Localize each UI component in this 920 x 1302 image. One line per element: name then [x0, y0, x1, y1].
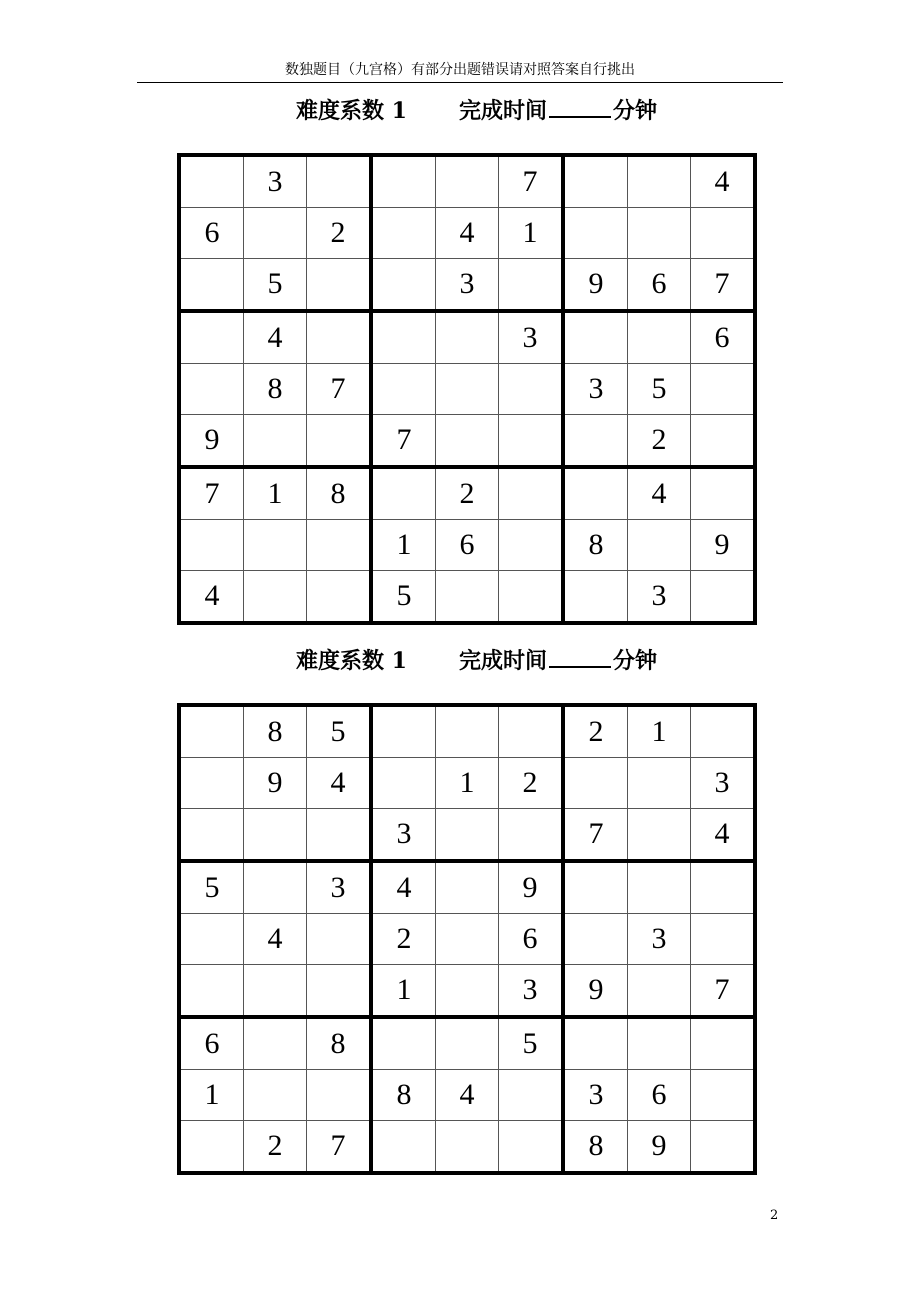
grid-cell [628, 965, 691, 1018]
grid-cell [436, 571, 499, 624]
grid-cell [179, 259, 244, 312]
grid-cell: 7 [499, 155, 564, 208]
grid-cell [179, 364, 244, 415]
grid-cell [628, 155, 691, 208]
grid-cell: 4 [628, 467, 691, 520]
grid-cell: 9 [499, 861, 564, 914]
grid-cell [371, 208, 436, 259]
puzzle-1-title [296, 94, 657, 126]
grid-cell [307, 259, 372, 312]
grid-cell [436, 809, 499, 862]
grid-row [179, 208, 755, 259]
grid-cell [499, 1070, 564, 1121]
grid-row [179, 1017, 755, 1070]
grid-cell: 7 [691, 965, 756, 1018]
grid-cell: 8 [563, 520, 628, 571]
grid-cell [371, 1017, 436, 1070]
grid-cell [563, 155, 628, 208]
grid-cell: 2 [371, 914, 436, 965]
grid-cell [499, 259, 564, 312]
grid-cell: 8 [563, 1121, 628, 1174]
grid-cell [563, 571, 628, 624]
grid-cell [307, 914, 372, 965]
grid-row [179, 965, 755, 1018]
grid-cell [371, 467, 436, 520]
grid-row [179, 311, 755, 364]
grid-cell [179, 758, 244, 809]
page-number: 2 [770, 1208, 779, 1223]
grid-cell: 3 [563, 364, 628, 415]
grid-cell: 1 [436, 758, 499, 809]
grid-cell [307, 965, 372, 1018]
grid-cell: 6 [628, 1070, 691, 1121]
grid-row [179, 758, 755, 809]
grid-cell [179, 155, 244, 208]
grid-cell: 4 [244, 311, 307, 364]
grid-row [179, 705, 755, 758]
grid-row [179, 415, 755, 468]
grid-cell [691, 1070, 756, 1121]
grid-cell: 8 [307, 1017, 372, 1070]
grid-cell [307, 571, 372, 624]
grid-cell [563, 861, 628, 914]
grid-cell [179, 1121, 244, 1174]
grid-cell: 2 [244, 1121, 307, 1174]
grid-cell: 4 [436, 1070, 499, 1121]
grid-cell: 3 [307, 861, 372, 914]
grid-cell [436, 705, 499, 758]
grid-cell [371, 705, 436, 758]
grid-cell: 7 [371, 415, 436, 468]
grid-cell [563, 914, 628, 965]
grid-cell: 5 [307, 705, 372, 758]
grid-cell [628, 1017, 691, 1070]
grid-cell [307, 415, 372, 468]
grid-cell: 9 [563, 965, 628, 1018]
grid-cell [244, 965, 307, 1018]
grid-cell [436, 311, 499, 364]
grid-cell [499, 467, 564, 520]
grid-cell: 6 [436, 520, 499, 571]
grid-cell [563, 208, 628, 259]
grid-cell [436, 1017, 499, 1070]
grid-cell [563, 1017, 628, 1070]
grid-cell: 3 [628, 914, 691, 965]
grid-cell: 9 [563, 259, 628, 312]
grid-cell: 6 [691, 311, 756, 364]
grid-cell: 2 [499, 758, 564, 809]
grid-cell: 4 [436, 208, 499, 259]
grid-cell: 8 [307, 467, 372, 520]
puzzle-1-time-unit: 分钟 [612, 98, 657, 124]
grid-cell [436, 155, 499, 208]
grid-cell [371, 364, 436, 415]
grid-cell: 1 [244, 467, 307, 520]
grid-cell [244, 415, 307, 468]
grid-cell [628, 861, 691, 914]
grid-cell: 8 [244, 364, 307, 415]
grid-cell: 4 [307, 758, 372, 809]
grid-cell [244, 520, 307, 571]
grid-cell [436, 364, 499, 415]
grid-cell [628, 311, 691, 364]
grid-cell: 7 [563, 809, 628, 862]
grid-cell: 4 [244, 914, 307, 965]
grid-cell [691, 1121, 756, 1174]
grid-cell: 9 [179, 415, 244, 468]
grid-cell [563, 758, 628, 809]
grid-row [179, 259, 755, 312]
grid-cell [307, 155, 372, 208]
grid-cell: 1 [371, 965, 436, 1018]
grid-row [179, 467, 755, 520]
grid-cell [436, 914, 499, 965]
grid-cell [244, 861, 307, 914]
grid-cell [563, 467, 628, 520]
grid-cell [499, 1121, 564, 1174]
grid-cell: 3 [628, 571, 691, 624]
grid-cell: 3 [691, 758, 756, 809]
puzzle-2-time-label: 完成时间 [458, 648, 547, 674]
grid-cell [499, 415, 564, 468]
grid-row [179, 809, 755, 862]
puzzle-2-time-blank [549, 644, 611, 668]
grid-cell [499, 520, 564, 571]
grid-cell: 2 [307, 208, 372, 259]
grid-cell [371, 1121, 436, 1174]
grid-cell: 4 [691, 809, 756, 862]
grid-cell: 5 [179, 861, 244, 914]
puzzle-1-time-blank [549, 94, 611, 118]
grid-cell [563, 311, 628, 364]
grid-cell: 6 [179, 1017, 244, 1070]
grid-row [179, 914, 755, 965]
grid-cell: 3 [499, 311, 564, 364]
puzzle-2-time-unit: 分钟 [612, 648, 657, 674]
grid-cell: 5 [499, 1017, 564, 1070]
grid-cell [307, 1070, 372, 1121]
grid-cell: 3 [244, 155, 307, 208]
grid-cell: 4 [691, 155, 756, 208]
grid-cell: 2 [563, 705, 628, 758]
grid-cell [179, 311, 244, 364]
grid-cell: 7 [179, 467, 244, 520]
grid-cell [628, 758, 691, 809]
grid-cell [436, 861, 499, 914]
grid-cell: 8 [371, 1070, 436, 1121]
grid-cell: 8 [244, 705, 307, 758]
grid-cell [691, 861, 756, 914]
header-rule [137, 82, 783, 83]
grid-cell: 9 [628, 1121, 691, 1174]
grid-cell: 9 [691, 520, 756, 571]
grid-row [179, 1070, 755, 1121]
grid-cell [436, 965, 499, 1018]
grid-cell: 1 [371, 520, 436, 571]
grid-cell [179, 914, 244, 965]
puzzle-1-time-label: 完成时间 [458, 98, 547, 124]
grid-cell [436, 415, 499, 468]
grid-cell [563, 415, 628, 468]
grid-cell: 7 [307, 1121, 372, 1174]
grid-cell [371, 311, 436, 364]
grid-cell [371, 758, 436, 809]
grid-cell [499, 809, 564, 862]
grid-cell [691, 1017, 756, 1070]
grid-cell [499, 571, 564, 624]
grid-cell [691, 571, 756, 624]
grid-cell [307, 809, 372, 862]
grid-cell [179, 705, 244, 758]
grid-cell: 4 [179, 571, 244, 624]
grid-cell [499, 364, 564, 415]
grid-cell [691, 415, 756, 468]
grid-cell: 5 [628, 364, 691, 415]
grid-cell [628, 520, 691, 571]
grid-cell [307, 311, 372, 364]
sudoku-grid-1 [177, 153, 757, 625]
grid-cell: 2 [436, 467, 499, 520]
grid-cell [691, 208, 756, 259]
grid-cell: 3 [436, 259, 499, 312]
grid-cell: 6 [499, 914, 564, 965]
grid-cell [179, 809, 244, 862]
grid-cell: 5 [244, 259, 307, 312]
grid-cell [244, 809, 307, 862]
grid-cell: 3 [499, 965, 564, 1018]
grid-cell [244, 1070, 307, 1121]
grid-cell [691, 914, 756, 965]
grid-cell: 6 [179, 208, 244, 259]
grid-cell: 7 [691, 259, 756, 312]
grid-cell: 3 [371, 809, 436, 862]
puzzle-2-title [296, 644, 657, 676]
grid-row [179, 571, 755, 624]
grid-cell [436, 1121, 499, 1174]
grid-cell: 5 [371, 571, 436, 624]
grid-cell [691, 467, 756, 520]
grid-cell: 4 [371, 861, 436, 914]
grid-cell [628, 208, 691, 259]
grid-cell [179, 520, 244, 571]
grid-cell [244, 208, 307, 259]
grid-cell: 9 [244, 758, 307, 809]
grid-cell: 1 [499, 208, 564, 259]
grid-cell [691, 364, 756, 415]
grid-cell: 7 [307, 364, 372, 415]
grid-cell [371, 259, 436, 312]
grid-cell [499, 705, 564, 758]
grid-row [179, 155, 755, 208]
grid-row [179, 520, 755, 571]
grid-cell [691, 705, 756, 758]
grid-row [179, 861, 755, 914]
grid-row [179, 364, 755, 415]
grid-cell [179, 965, 244, 1018]
puzzle-1-difficulty: 难度系数 1 [296, 98, 407, 124]
grid-cell: 3 [563, 1070, 628, 1121]
grid-cell: 2 [628, 415, 691, 468]
sudoku-grid-2 [177, 703, 757, 1175]
grid-cell [371, 155, 436, 208]
grid-cell [244, 571, 307, 624]
grid-cell: 1 [628, 705, 691, 758]
grid-cell [244, 1017, 307, 1070]
grid-cell [307, 520, 372, 571]
page-header: 数独题目（九宫格）有部分出题错误请对照答案自行挑出 [285, 62, 635, 78]
grid-cell [628, 809, 691, 862]
grid-cell: 1 [179, 1070, 244, 1121]
grid-row [179, 1121, 755, 1174]
grid-cell: 6 [628, 259, 691, 312]
puzzle-2-difficulty: 难度系数 1 [296, 648, 407, 674]
